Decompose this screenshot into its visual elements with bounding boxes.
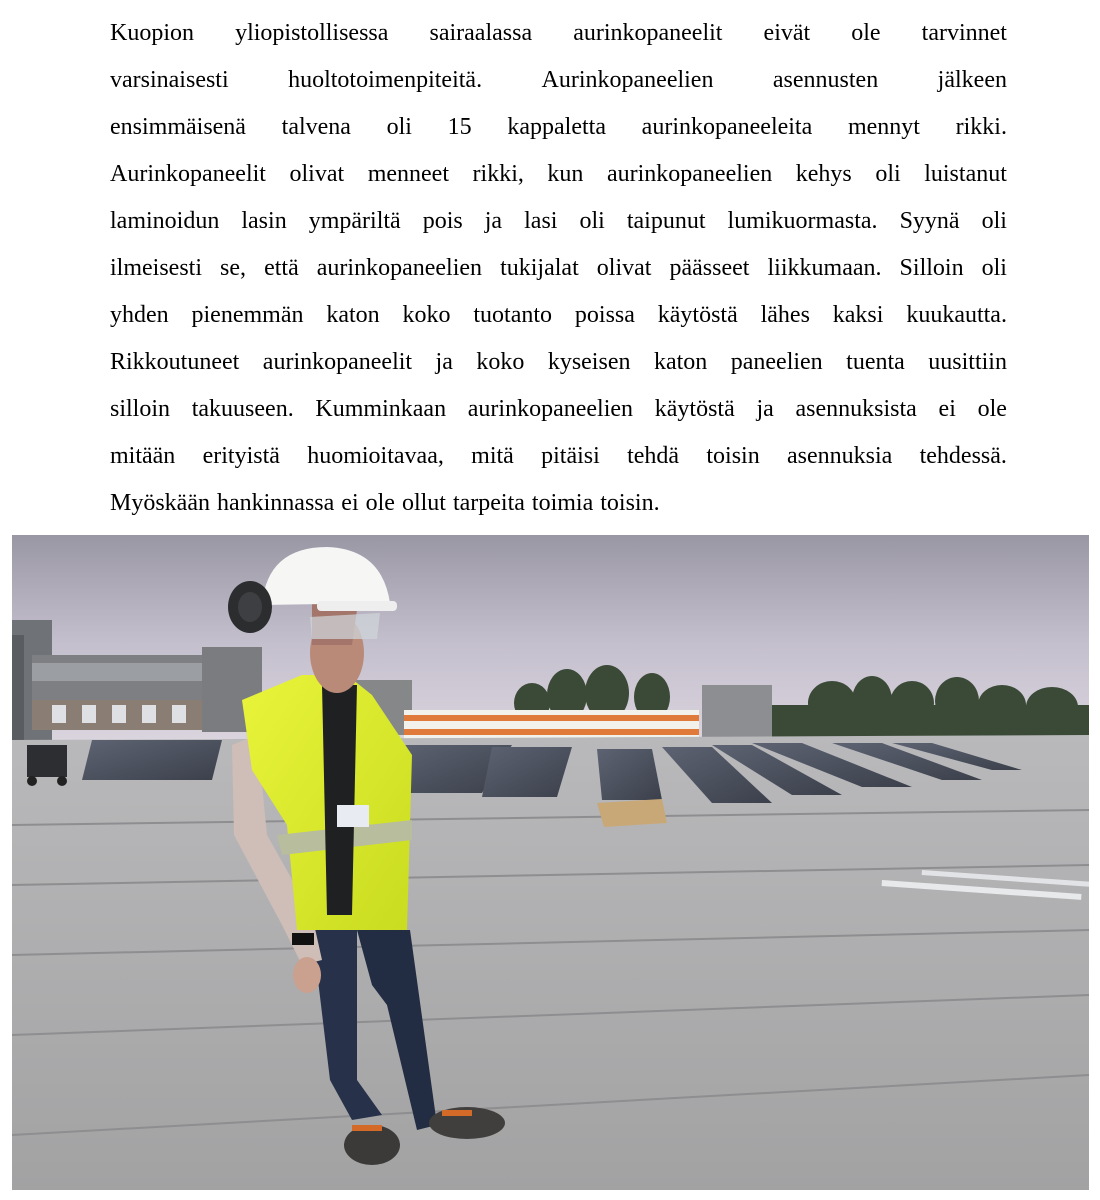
paragraph-line: Myöskään hankinnassa ei ole ollut tarpeita toimia toisin. (110, 490, 660, 516)
paragraph-line: Rikkoutuneet aurinkopaneelit ja koko kyseisen katon paneelien tuenta uusittiin (110, 349, 1007, 375)
roof-surface (12, 735, 1089, 1190)
paragraph-line: varsinaisesti huoltotoimenpiteitä. Aurinkopaneelien asennusten jälkeen (110, 67, 1007, 93)
paragraph-line: Kuopion yliopistollisessa sairaalassa aurinkopaneelit eivät ole tarvinnet (110, 20, 1007, 46)
rooftop-solar-illustration (12, 535, 1089, 1190)
paragraph-line: mitään erityistä huomioitavaa, mitä pitäisi tehdä toisin asennuksia tehdessä. (110, 443, 1007, 469)
paragraph-line: laminoidun lasin ympäriltä pois ja lasi oli taipunut lumikuormasta. Syynä oli (110, 208, 1007, 234)
paragraph-line: ensimmäisenä talvena oli 15 kappaletta aurinkopaneeleita mennyt rikki. (110, 114, 1007, 140)
cardboard-box (597, 799, 667, 827)
paragraph-line: silloin takuuseen. Kumminkaan aurinkopaneelien käytöstä ja asennuksista ei ole (110, 396, 1007, 422)
body-paragraph (110, 10, 1007, 527)
rooftop-solar-photo (12, 535, 1089, 1190)
paragraph-line: ilmeisesti se, että aurinkopaneelien tukijalat olivat päässeet liikkumaan. Silloin oli (110, 255, 1007, 281)
paragraph-line: Aurinkopaneelit olivat menneet rikki, kun aurinkopaneelien kehys oli luistanut (110, 161, 1007, 187)
paragraph-line: yhden pienemmän katon koko tuotanto poissa käytöstä lähes kaksi kuukautta. (110, 302, 1007, 328)
safety-barrier (404, 710, 699, 740)
